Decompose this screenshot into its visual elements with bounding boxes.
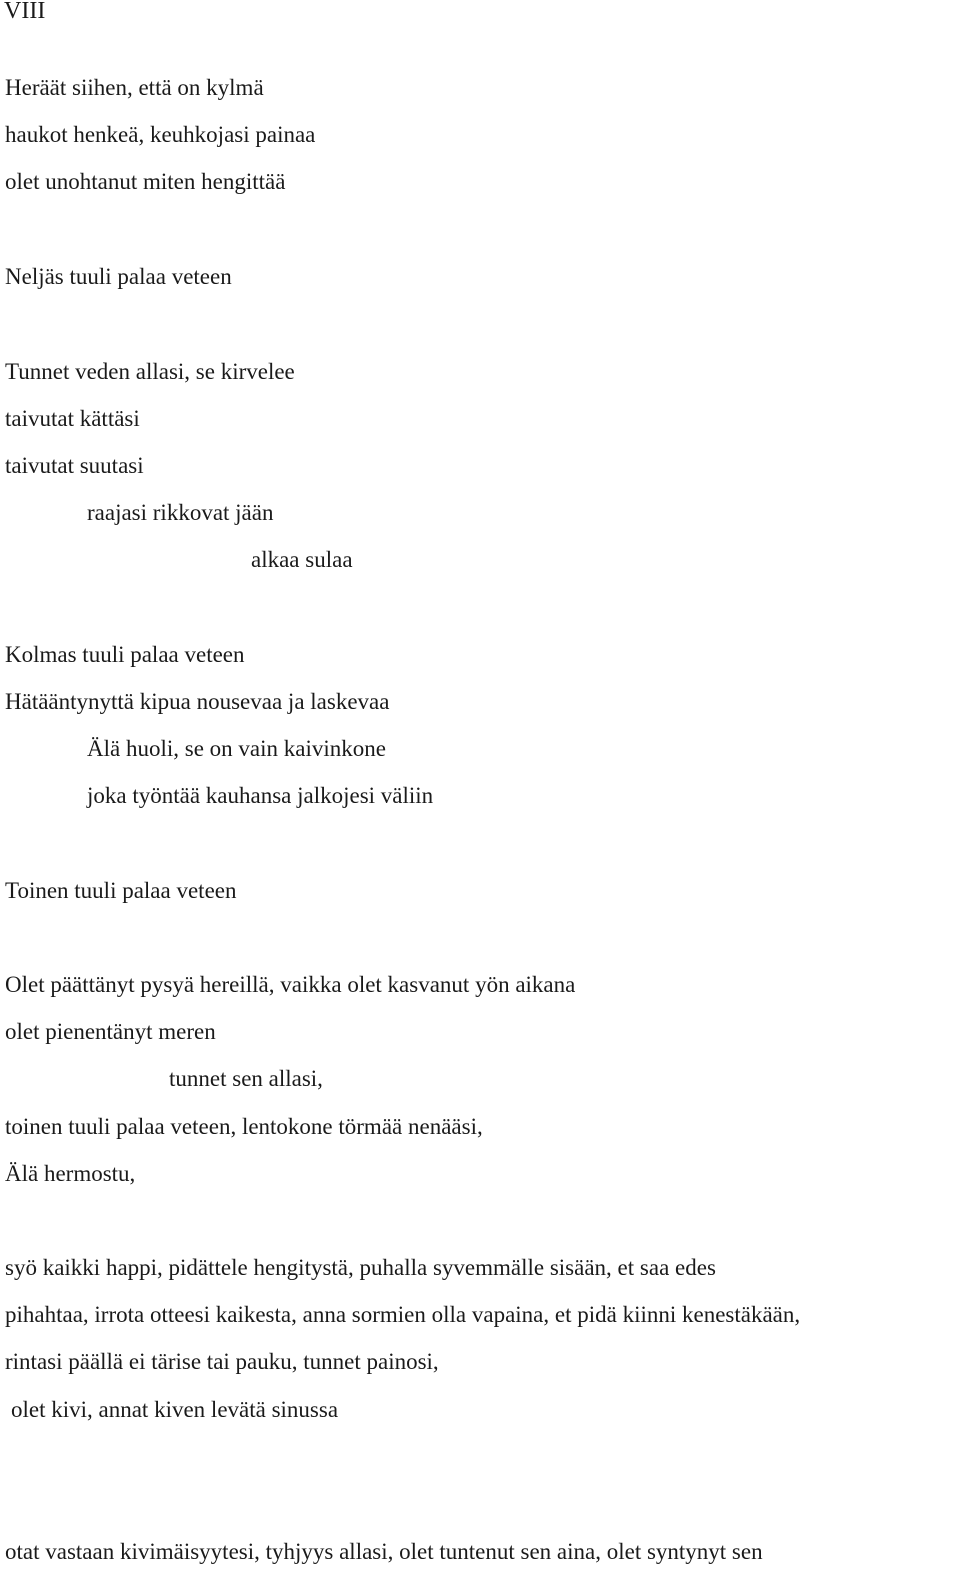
poem-line: alkaa sulaa [251,547,353,572]
poem-line: olet unohtanut miten hengittää [5,169,286,194]
poem-line: joka työntää kauhansa jalkojesi väliin [87,783,434,808]
poem-line: olet kivi, annat kiven levätä sinussa [11,1397,339,1422]
poem-line: otat vastaan kivimäisyytesi, tyhjyys allasi, olet tuntenut sen aina, olet syntynyt sen [5,1539,763,1564]
poem-line: olet pienentänyt meren [5,1019,216,1044]
poem-line: Älä hermostu, [5,1161,136,1186]
poem-line: raajasi rikkovat jään [87,500,274,525]
poem-line: Hätääntynyttä kipua nousevaa ja laskevaa [5,689,390,714]
poem-line: rintasi päällä ei tärise tai pauku, tunnet painosi, [5,1349,439,1374]
poem-line: pihahtaa, irrota otteesi kaikesta, anna sormien olla vapaina, et pidä kiinni kenestäkään, [5,1302,801,1327]
poem-line: Olet päättänyt pysyä hereillä, vaikka olet kasvanut yön aikana [5,972,576,997]
poem-line: Heräät siihen, että on kylmä [5,75,264,100]
poem-line: haukot henkeä, keuhkojasi painaa [5,122,316,147]
poem-line: Neljäs tuuli palaa veteen [5,264,232,289]
poem-line: tunnet sen allasi, [169,1066,323,1091]
poem-line: Tunnet veden allasi, se kirvelee [5,359,295,384]
poem-line: Kolmas tuuli palaa veteen [5,642,245,667]
poem-line: taivutat suutasi [5,453,144,478]
poem-line: Toinen tuuli palaa veteen [5,878,237,903]
poem-line: Älä huoli, se on vain kaivinkone [87,736,386,761]
poem-line: syö kaikki happi, pidättele hengitystä, puhalla syvemmälle sisään, et saa edes [5,1255,716,1280]
poem-line: toinen tuuli palaa veteen, lentokone törmää nenääsi, [5,1114,483,1139]
poem-section-title: VIII [4,0,46,24]
poem-line: taivutat kättäsi [5,406,140,431]
